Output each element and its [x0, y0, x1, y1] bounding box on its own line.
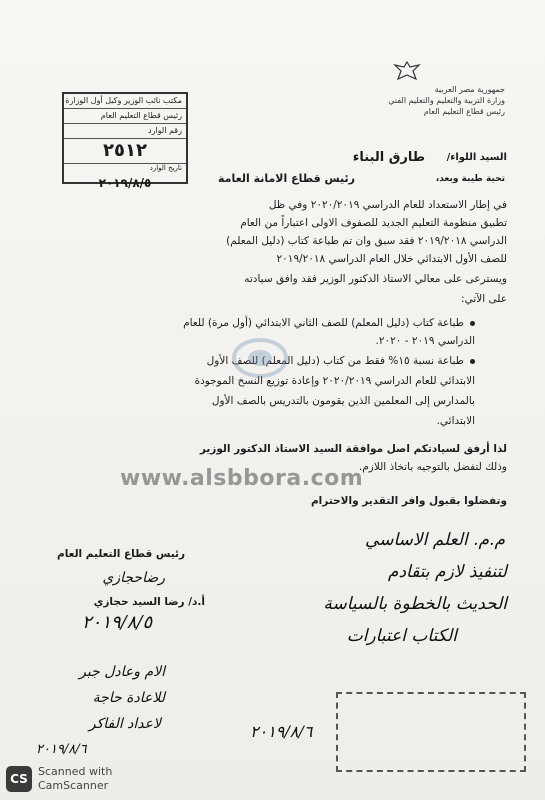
receipt-stamp-date: ٢٠١٩/٨/٦ — [250, 722, 313, 741]
stamp-line: تاريخ الوارد — [149, 164, 182, 172]
stamp-line: مكتب نائب الوزير وكيل أول الوزارة — [64, 94, 186, 109]
body-line: في إطار الاستعداد للعام الدراسي ٢٠٢٠/٢٠١٩ وفي ظل — [268, 199, 507, 211]
handwritten-note-line: ٢٠١٩/٨/٦ — [36, 742, 87, 757]
site-watermark: www.alsbbora.com — [120, 466, 364, 491]
closing-line: وتفضلوا بقبول وافر التقدير والاحترام — [310, 495, 507, 507]
camscanner-line: CamScanner — [38, 779, 109, 792]
camscanner-label — [38, 765, 112, 793]
camscanner-line: Scanned with — [38, 765, 113, 778]
greeting: تحية طيبة وبعد، — [435, 174, 505, 184]
ministry-line: جمهورية مصر العربية — [434, 85, 505, 94]
stamp-date: ٢٠١٩/٨/٥ — [98, 176, 152, 190]
bullet-item — [45, 316, 475, 330]
ministry-line: وزارة التربية والتعليم والتعليم الفني — [388, 96, 505, 105]
signature-scribble: رضاحجازي — [102, 570, 165, 586]
closing-line: وذلك لتفضل بالتوجيه باتخاذ اللازم. — [358, 461, 507, 473]
body-line: للصف الأول الابتدائي خلال العام الدراسي ٢٠١٩/٢٠١٨ — [276, 253, 507, 265]
eagle-crest-icon — [392, 60, 422, 82]
handwritten-note-line: الحديث بالخطوة بالسياسة — [323, 594, 507, 614]
bullet-dot-icon — [470, 359, 475, 364]
bullet-text: طباعة نسبة ١٥% فقط من كتاب (دليل المعلم) للصف الأول — [206, 355, 464, 367]
handwritten-note-line: م.م. العلم الاساسي — [365, 530, 505, 550]
signature-name: أ.د/ رضا السيد حجازي — [93, 596, 205, 608]
camscanner-logo-icon: CS — [6, 766, 32, 792]
addressee-title: رئيس قطاع الامانة العامة — [218, 172, 355, 185]
stamp-line: رقم الوارد — [64, 124, 186, 139]
closing-line: لذا أرفق لسيادتكم اصل موافقة السيد الاستاذ الدكتور الوزير — [199, 443, 507, 455]
handwritten-note-line: لتنفيذ لازم بتقادم — [387, 562, 507, 582]
signature-date: ٢٠١٩/٨/٥ — [82, 612, 153, 633]
handwritten-note-line: لاعداد الفاكر — [88, 716, 161, 732]
ministry-line: رئيس قطاع التعليم العام — [423, 107, 505, 116]
handwritten-note-line: للاعادة حاجة — [92, 690, 165, 706]
body-line: ويسترعى على معالي الاستاذ الدكتور الوزير فقد وافق سيادته — [244, 273, 507, 285]
incoming-stamp — [62, 92, 188, 190]
bullet-text: طباعة كتاب (دليل المعلم) للصف الثاني الابتدائي (أول مرة) للعام — [183, 317, 464, 329]
receipt-stamp — [336, 692, 526, 772]
bullet-dot-icon — [470, 321, 475, 326]
bullet-continuation: الابتدائي للعام الدراسي ٢٠٢٠/٢٠١٩ وإعادة توزيع النسخ الموجودة — [194, 375, 475, 387]
signature-title: رئيس قطاع التعليم العام — [57, 548, 185, 560]
body-line: الدراسي ٢٠١٩/٢٠١٨ فقد سبق وان تم طباعة كتاب (دليل المعلم) — [226, 235, 507, 247]
bullet-continuation: الدراسي ٢٠١٩ - ٢٠٢٠. — [375, 335, 475, 347]
handwritten-note-line: الكتاب اعتبارات — [346, 626, 457, 646]
body-line: على الآتي: — [461, 293, 507, 305]
addressee-name: طارق البناء — [352, 150, 425, 165]
watermark-logo-icon — [230, 335, 290, 381]
ministry-header — [355, 84, 505, 117]
handwritten-note-line: الام وعادل جبر — [79, 664, 165, 680]
stamp-number: ٢٥١٢ — [64, 139, 186, 164]
stamp-line: رئيس قطاع التعليم العام — [64, 109, 186, 124]
addressee-prefix: السيد اللواء/ — [446, 152, 507, 163]
bullet-continuation: بالمدارس إلى المعلمين الذين يقومون بالتدريس بالصف الأول — [211, 395, 475, 407]
bullet-continuation: الابتدائي. — [436, 415, 475, 427]
body-line: تطبيق منظومة التعليم الجديد للصفوف الاولى اعتباراً من العام — [240, 217, 507, 229]
